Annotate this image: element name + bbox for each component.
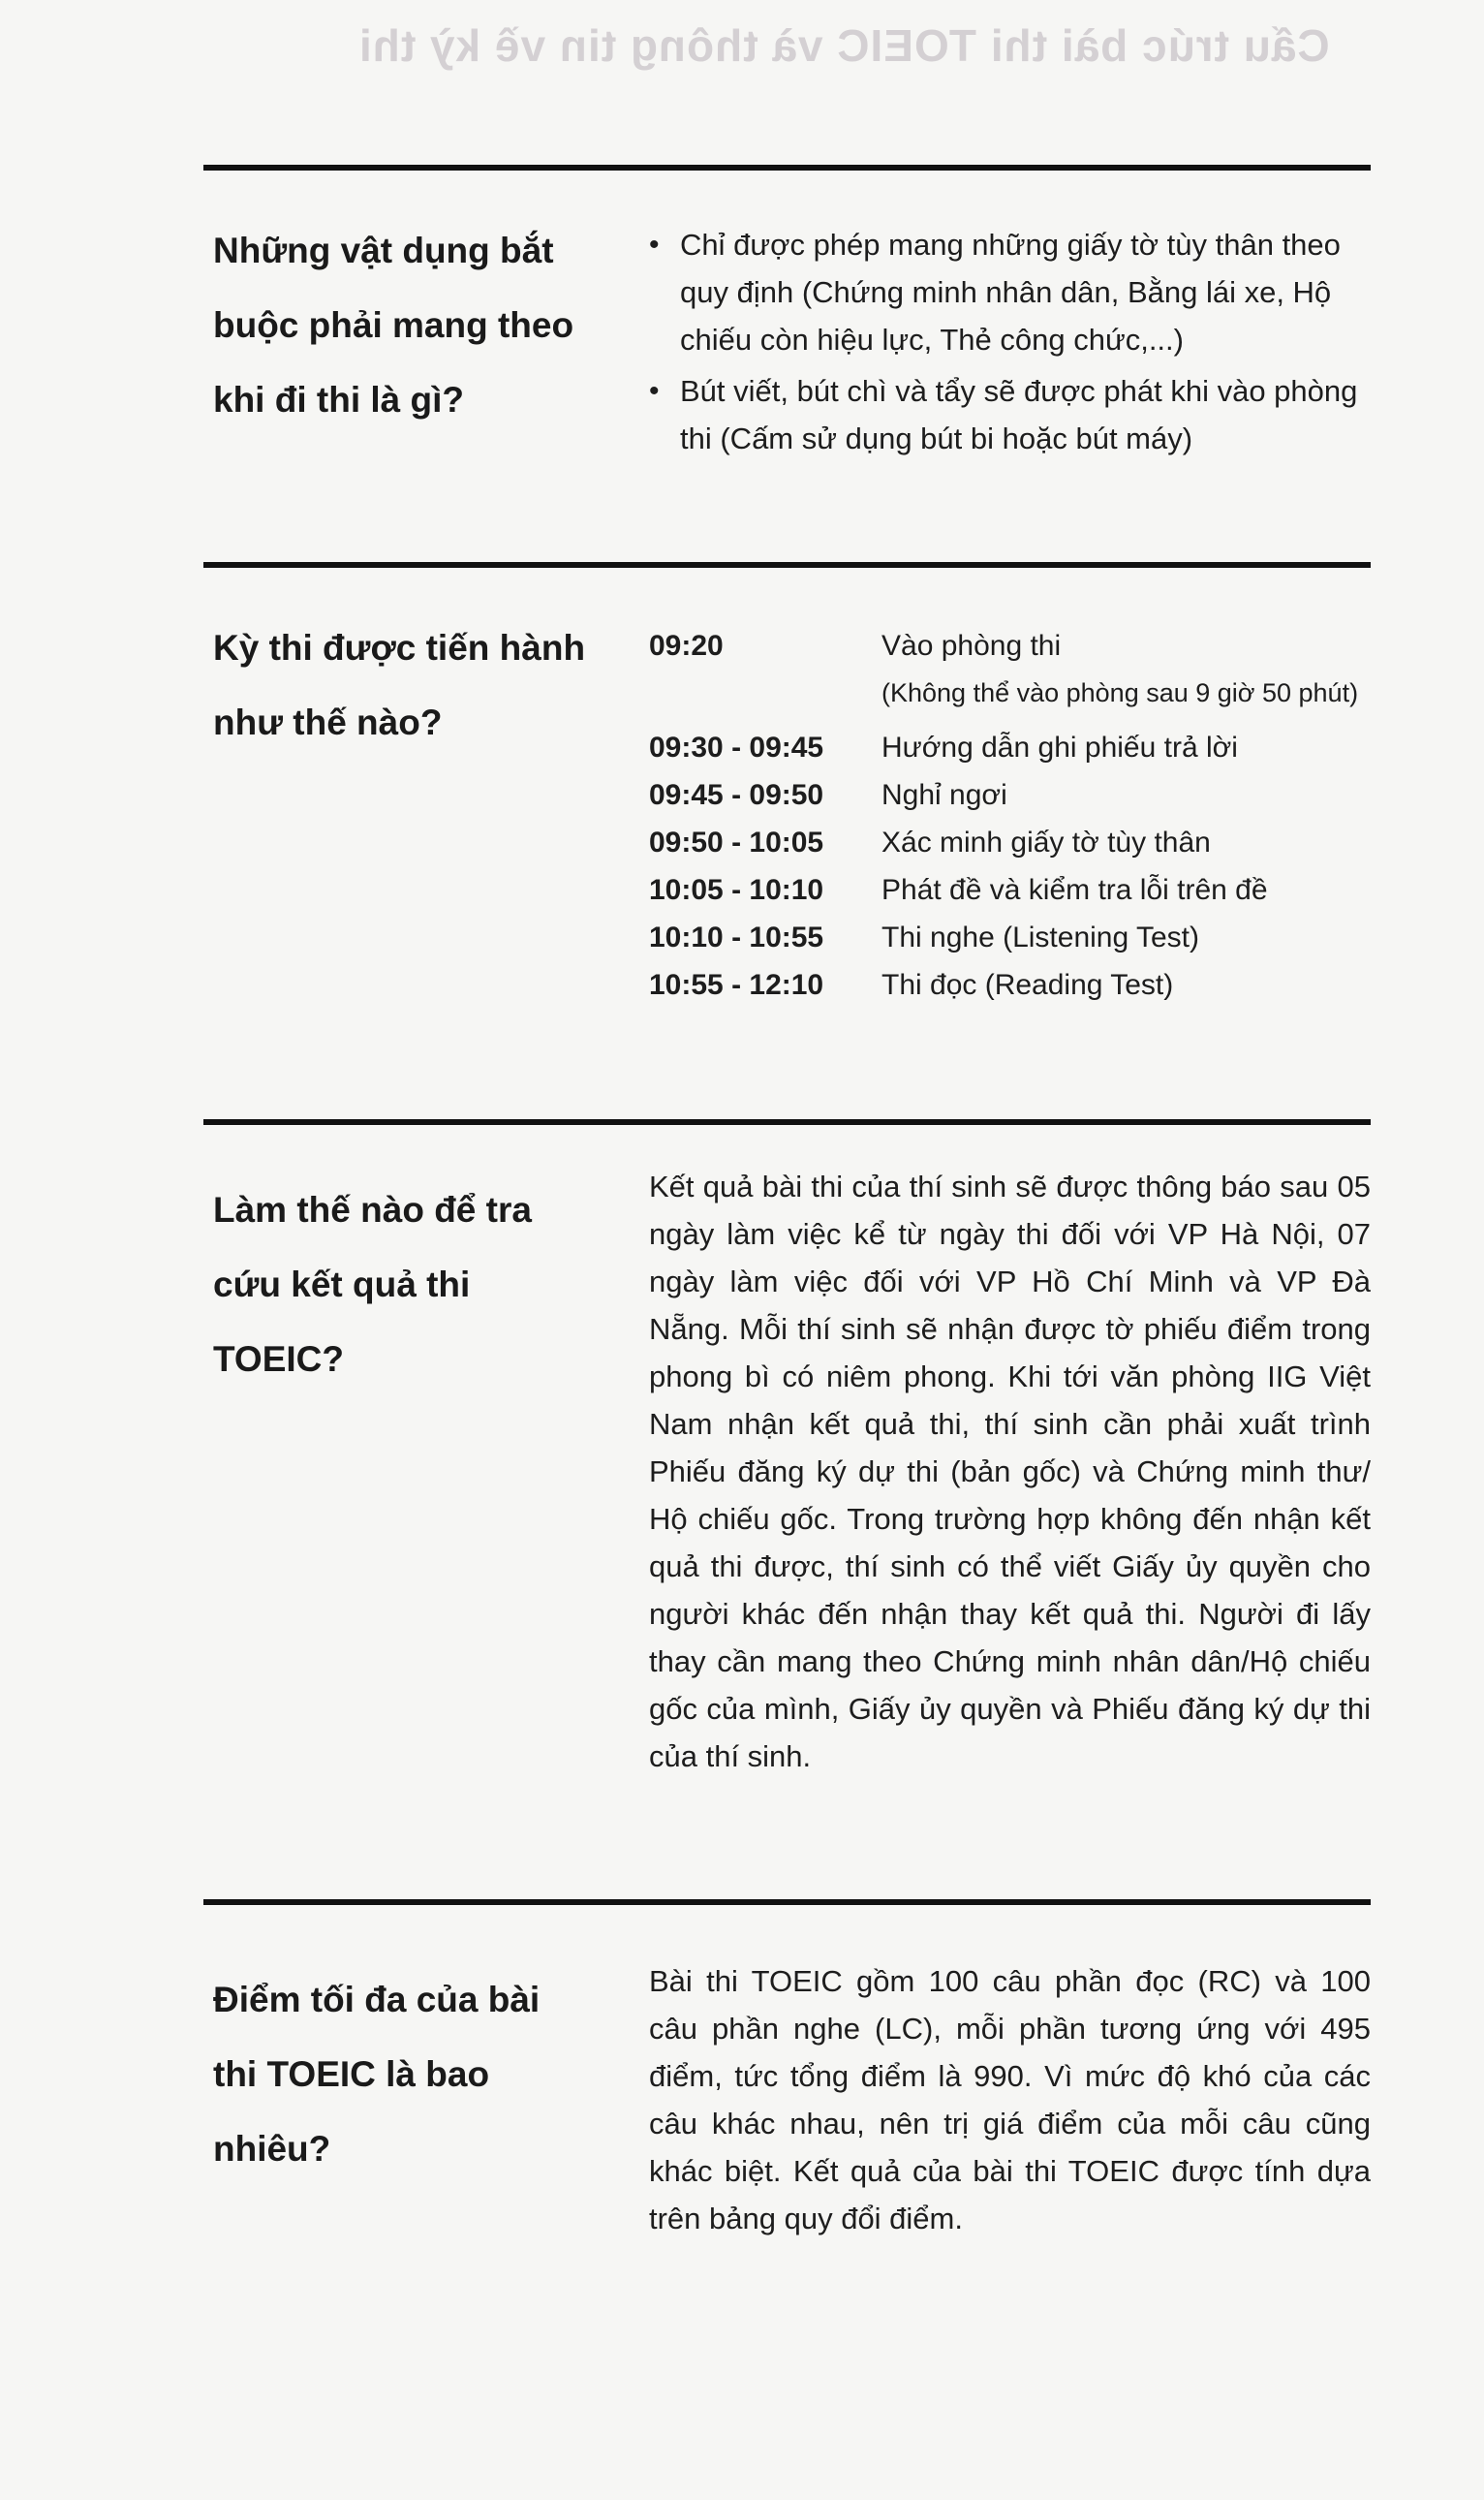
list-item: [649, 221, 1371, 363]
schedule-time: 10:55 - 12:10: [649, 969, 824, 1001]
faq-question: Kỳ thi được tiến hành như thế nào?: [213, 628, 586, 742]
bullet-icon: •: [649, 375, 660, 407]
schedule-time: 09:50 - 10:05: [649, 827, 824, 859]
section-divider: [203, 1899, 1371, 1905]
section-divider: [203, 165, 1371, 171]
schedule-time: 09:30 - 09:45: [649, 732, 824, 764]
running-title-bleedthrough: Cấu trúc bài thi TOEIC và thông tin về kỳ thi: [358, 20, 1330, 71]
faq-section-exam-procedure: [203, 601, 1371, 1047]
schedule-desc: Thi đọc (Reading Test): [881, 969, 1174, 1001]
faq-answer: Kết quả bài thi của thí sinh sẽ được thông báo sau 05 ngày làm việc kể từ ngày thi đối với VP Hà Nội, 07 ngày làm việc đối với VP Hồ Chí Minh và VP Đà Nẵng. Mỗi thí sinh sẽ nhận được tờ phiếu điểm trong phong bì có niêm phong. Khi tới văn phòng IIG Việt Nam nhận kết quả thi, thí sinh cần phải xuất trình Phiếu đăng ký dự thi (bản gốc) và Chứng minh thư/ Hộ chiếu gốc. Trong trường hợp không đến nhận kết quả thi được, thí sinh có thể viết Giấy ủy quyền cho người khác đến nhận thay kết quả thi. Người đi lấy thay cần mang theo Chứng minh nhân dân/Hộ chiếu gốc của mình, Giấy ủy quyền và Phiếu đăng ký dự thi của thí sinh.: [649, 1170, 1371, 1773]
schedule-desc: Hướng dẫn ghi phiếu trả lời: [881, 732, 1238, 764]
schedule-time: 09:20: [649, 630, 724, 662]
faq-section-results-lookup: [203, 1148, 1371, 1923]
bullet-list: [649, 221, 1371, 462]
schedule-desc: Nghỉ ngơi: [881, 779, 1007, 811]
schedule-desc: Xác minh giấy tờ tùy thân: [881, 827, 1211, 859]
list-item-text: Chỉ được phép mang những giấy tờ tùy thân theo quy định (Chứng minh nhân dân, Bằng lái xe, Hộ chiếu còn hiệu lực, Thẻ công chức,...): [680, 228, 1341, 357]
schedule-desc-block: [881, 622, 1385, 717]
faq-answer: Bài thi TOEIC gồm 100 câu phần đọc (RC) và 100 câu phần nghe (LC), mỗi phần tương ứng với 495 điểm, tức tổng điểm là 990. Vì mức độ khó của các câu khác nhau, nên trị giá điểm của mỗi câu cũng khác biệt. Kết quả của bài thi TOEIC được tính dựa trên bảng quy đổi điểm.: [649, 1964, 1371, 2235]
section-divider: [203, 1119, 1371, 1125]
section-divider: [203, 562, 1371, 568]
schedule-desc: Thi nghe (Listening Test): [881, 922, 1199, 953]
exam-schedule: [649, 622, 1371, 1029]
schedule-time: 10:05 - 10:10: [649, 874, 824, 906]
faq-section-max-score: [203, 1948, 1371, 2335]
list-item-text: Bút viết, bút chì và tẩy sẽ được phát khi vào phòng thi (Cấm sử dụng bút bi hoặc bút máy): [680, 374, 1358, 455]
list-item: [649, 367, 1371, 462]
schedule-time: 10:10 - 10:55: [649, 922, 824, 953]
faq-question: Làm thế nào để tra cứu kết quả thi TOEIC?: [213, 1190, 532, 1379]
faq-section-items-to-bring: [203, 194, 1371, 562]
schedule-time: 09:45 - 09:50: [649, 779, 824, 811]
faq-answer: [649, 221, 1371, 462]
schedule-desc: Phát đề và kiểm tra lỗi trên đề: [881, 874, 1268, 906]
schedule-desc: Vào phòng thi: [881, 630, 1062, 662]
faq-question: Điểm tối đa của bài thi TOEIC là bao nhiêu?: [213, 1980, 541, 2169]
schedule-note: (Không thể vào phòng sau 9 giờ 50 phút): [881, 678, 1359, 707]
faq-question: Những vật dụng bắt buộc phải mang theo khi đi thi là gì?: [213, 231, 574, 420]
bullet-icon: •: [649, 229, 660, 261]
